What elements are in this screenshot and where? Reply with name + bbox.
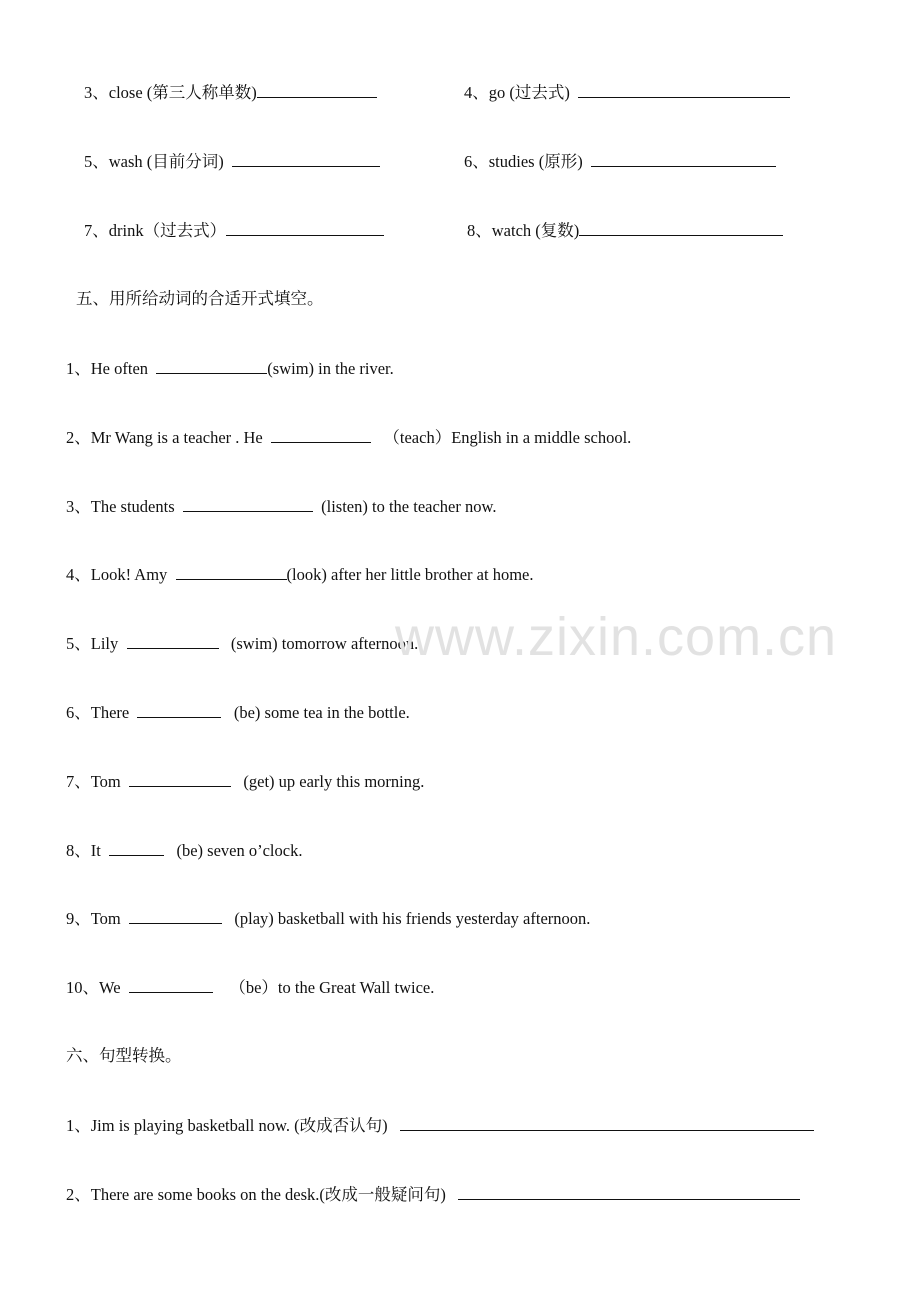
item-prompt: watch (复数) <box>491 221 580 240</box>
question-hint: （be）to the Great Wall twice. <box>229 978 435 997</box>
fill-question-9 <box>66 908 590 929</box>
question-hint: (be) some tea in the bottle. <box>233 703 410 722</box>
vocab-item-6 <box>464 151 776 172</box>
answer-blank[interactable] <box>156 358 267 374</box>
fill-question-5 <box>66 633 418 654</box>
item-prompt: studies (原形) <box>488 152 583 171</box>
item-prompt: wash (目前分词) <box>108 152 224 171</box>
answer-blank[interactable] <box>137 702 221 718</box>
question-text: 5、Lily <box>66 634 119 653</box>
question-hint: (swim) in the river. <box>267 359 394 378</box>
question-text: 1、Jim is playing basketball now. (改成否认句) <box>66 1116 388 1135</box>
question-text: 3、The students <box>66 497 175 516</box>
item-number: 5、 <box>84 152 109 171</box>
item-prompt: drink（过去式） <box>108 221 227 240</box>
item-number: 4、 <box>464 83 489 102</box>
answer-blank[interactable] <box>271 427 371 443</box>
item-number: 8、 <box>467 221 492 240</box>
answer-blank[interactable] <box>109 840 164 856</box>
question-hint: (look) after her little brother at home. <box>286 565 534 584</box>
question-text: 6、There <box>66 703 130 722</box>
question-text: 9、Tom <box>66 909 121 928</box>
vocab-item-5 <box>84 151 380 172</box>
answer-blank[interactable] <box>578 82 790 98</box>
section-six-heading: 六、句型转换。 <box>66 1046 182 1065</box>
answer-blank[interactable] <box>579 220 783 236</box>
answer-blank[interactable] <box>176 564 287 580</box>
item-prompt: close (第三人称单数) <box>108 83 257 102</box>
question-text: 4、Look! Amy <box>66 565 168 584</box>
question-text: 2、There are some books on the desk.(改成一般疑问句) <box>66 1185 446 1204</box>
item-number: 3、 <box>84 83 109 102</box>
section-five-heading: 五、用所给动词的合适开式填空。 <box>76 289 324 308</box>
question-hint: (be) seven o’clock. <box>176 841 303 860</box>
answer-blank[interactable] <box>232 151 380 167</box>
question-hint: (get) up early this morning. <box>243 772 425 791</box>
fill-question-4 <box>66 564 534 585</box>
fill-question-3 <box>66 496 496 517</box>
answer-blank[interactable] <box>226 220 384 236</box>
answer-blank[interactable] <box>129 771 231 787</box>
question-text: 2、Mr Wang is a teacher . He <box>66 428 263 447</box>
fill-question-10 <box>66 977 434 998</box>
question-hint: (play) basketball with his friends yesterday afternoon. <box>234 909 591 928</box>
question-hint: (listen) to the teacher now. <box>321 497 497 516</box>
item-number: 6、 <box>464 152 489 171</box>
question-text: 10、We <box>66 978 121 997</box>
vocab-item-7 <box>84 220 384 241</box>
fill-question-2 <box>66 427 631 448</box>
transform-question-1 <box>66 1115 814 1136</box>
question-text: 8、It <box>66 841 101 860</box>
answer-blank[interactable] <box>257 82 377 98</box>
transform-question-2 <box>66 1184 800 1205</box>
question-text: 7、Tom <box>66 772 121 791</box>
answer-blank[interactable] <box>400 1115 814 1131</box>
item-prompt: go (过去式) <box>488 83 570 102</box>
answer-blank[interactable] <box>127 633 219 649</box>
answer-blank[interactable] <box>458 1184 800 1200</box>
question-hint: （teach）English in a middle school. <box>383 428 632 447</box>
answer-blank[interactable] <box>129 908 222 924</box>
fill-question-6 <box>66 702 410 723</box>
vocab-item-8 <box>467 220 783 241</box>
fill-question-8 <box>66 840 302 861</box>
question-text: 1、He often <box>66 359 149 378</box>
watermark: www.zixin.com.cn <box>395 607 838 667</box>
vocab-item-4 <box>464 82 790 103</box>
question-hint: (swim) tomorrow afternoon. <box>230 634 419 653</box>
item-number: 7、 <box>84 221 109 240</box>
fill-question-7 <box>66 771 424 792</box>
vocab-item-3 <box>84 82 377 103</box>
answer-blank[interactable] <box>129 977 213 993</box>
fill-question-1 <box>66 358 394 379</box>
answer-blank[interactable] <box>183 496 313 512</box>
answer-blank[interactable] <box>591 151 776 167</box>
